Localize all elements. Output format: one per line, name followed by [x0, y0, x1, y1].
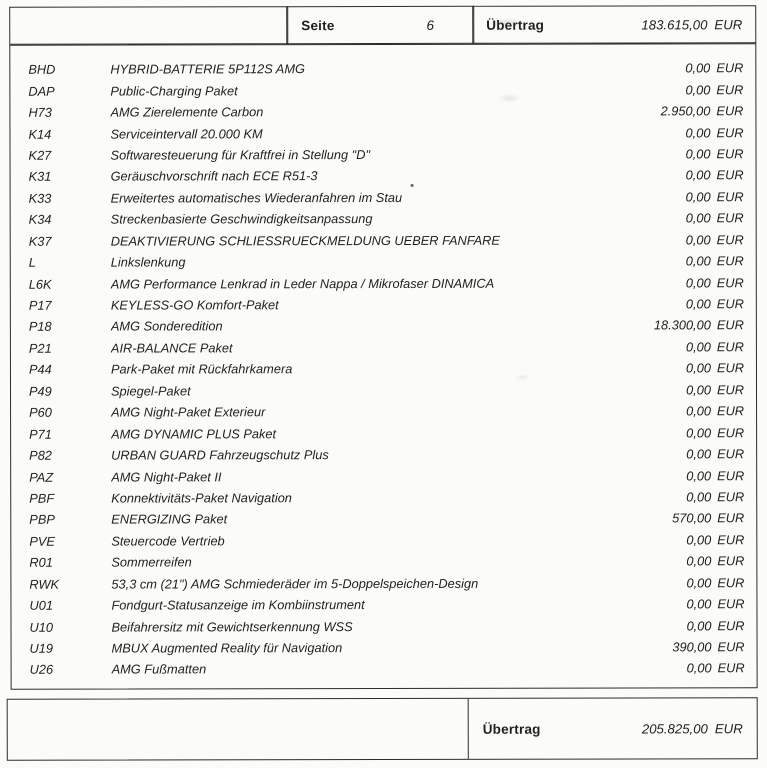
- option-description: 53,3 cm (21") AMG Schmiederäder im 5-Doppelspeichen-Design: [111, 575, 479, 592]
- option-code: K34: [28, 211, 52, 228]
- option-row: [29, 314, 744, 337]
- option-code: U26: [29, 662, 54, 678]
- option-code: H73: [28, 104, 52, 120]
- options-table: [9, 43, 757, 690]
- option-row: [29, 293, 744, 316]
- option-price-group: [686, 468, 744, 483]
- option-price: 0,00: [686, 446, 712, 462]
- option-code: P82: [29, 447, 52, 463]
- option-currency: EUR: [717, 403, 745, 419]
- option-description: AMG Fußmatten: [111, 661, 207, 678]
- option-currency: EUR: [717, 596, 745, 612]
- option-code: P44: [28, 362, 52, 378]
- option-price-group: [686, 403, 744, 418]
- option-row: [29, 400, 744, 423]
- footer-empty-cell: [8, 699, 468, 760]
- option-row: [29, 507, 744, 530]
- option-row: [29, 550, 744, 573]
- option-code: RWK: [29, 576, 60, 592]
- option-price-group: [687, 661, 745, 676]
- option-price: 0,00: [685, 232, 711, 248]
- option-description: Streckenbasierte Geschwindigkeitsanpassung: [110, 211, 373, 227]
- option-currency: EUR: [716, 231, 744, 248]
- option-description: AMG Night-Paket Exterieur: [111, 404, 266, 420]
- option-code: K37: [28, 233, 52, 249]
- option-price-group: [686, 489, 744, 504]
- option-description: AMG Performance Lenkrad in Leder Nappa / Mikrofaser DINAMICA: [110, 275, 495, 292]
- option-price-group: [686, 596, 744, 611]
- option-currency: EUR: [716, 124, 744, 140]
- option-code: U10: [29, 619, 54, 635]
- option-price: 0,00: [685, 60, 711, 76]
- footer-carryover-amount: [642, 721, 743, 736]
- option-description: Sommerreifen: [111, 554, 192, 570]
- option-row: [29, 379, 744, 402]
- option-currency: EUR: [716, 382, 745, 398]
- option-price: 570,00: [672, 510, 712, 526]
- option-code: P60: [29, 404, 52, 420]
- option-currency: EUR: [716, 81, 744, 97]
- option-code: DAP: [28, 83, 55, 99]
- header-carryover-currency: EUR: [714, 16, 743, 32]
- option-price-group: [686, 275, 744, 290]
- option-price: 0,00: [685, 339, 711, 355]
- option-currency: EUR: [717, 617, 745, 633]
- option-currency: EUR: [716, 210, 744, 226]
- header-carryover-cell: [472, 5, 756, 44]
- option-description: Konnektivitäts-Paket Navigation: [111, 490, 292, 506]
- footer-carryover-currency: EUR: [714, 720, 743, 736]
- option-currency: EUR: [717, 574, 745, 591]
- option-description: Erweitertes automatisches Wiederanfahren im Stau: [110, 189, 403, 206]
- option-code: K14: [28, 126, 52, 142]
- option-currency: EUR: [717, 424, 745, 440]
- option-price: 0,00: [685, 360, 711, 376]
- option-row: [29, 164, 744, 187]
- option-description: Fondgurt-Statusanzeige im Kombiinstrument: [111, 597, 365, 613]
- option-row: [29, 572, 744, 595]
- option-price-group: [686, 189, 744, 204]
- option-code: P17: [28, 297, 52, 313]
- option-price-group: [686, 168, 744, 183]
- option-description: AMG Sonderedition: [110, 318, 223, 335]
- option-currency: EUR: [716, 360, 744, 376]
- option-price: 0,00: [685, 253, 711, 269]
- option-price-group: [686, 554, 744, 569]
- option-price: 0,00: [686, 489, 712, 505]
- option-code: U19: [29, 640, 54, 656]
- option-price: 0,00: [685, 296, 711, 312]
- option-row: [29, 486, 744, 509]
- option-currency: EUR: [716, 339, 744, 355]
- option-price-group: [686, 425, 744, 440]
- option-row: [28, 143, 743, 166]
- option-currency: EUR: [716, 296, 744, 312]
- option-price-group: [685, 82, 743, 97]
- option-price: 0,00: [686, 596, 712, 612]
- header-empty-cell: [9, 6, 288, 45]
- option-price: 0,00: [686, 382, 711, 398]
- option-price: 0,00: [685, 274, 711, 290]
- option-currency: EUR: [717, 660, 745, 676]
- option-code: PVE: [29, 533, 55, 549]
- option-row: [29, 465, 744, 488]
- option-price: 0,00: [686, 403, 712, 419]
- option-row: [28, 79, 743, 102]
- option-code: K33: [28, 190, 52, 206]
- option-price-group: [687, 618, 745, 633]
- option-code: PAZ: [29, 469, 54, 485]
- option-row: [29, 529, 744, 552]
- option-description: HYBRID-BATTERIE 5P112S AMG: [110, 61, 305, 77]
- option-row: [30, 657, 745, 680]
- option-currency: EUR: [716, 60, 744, 76]
- option-price: 0,00: [685, 146, 711, 162]
- options-list: [28, 57, 744, 680]
- option-price: 0,00: [686, 553, 712, 569]
- option-price-group: [686, 446, 744, 461]
- option-row: [29, 615, 744, 638]
- option-price-group: [672, 639, 744, 654]
- option-price-group: [672, 511, 744, 526]
- option-description: URBAN GUARD Fahrzeugschutz Plus: [111, 447, 329, 463]
- option-price: 390,00: [672, 639, 712, 655]
- option-price: 0,00: [685, 210, 711, 226]
- option-row: [29, 357, 744, 380]
- option-row: [29, 186, 744, 209]
- option-price-group: [686, 575, 744, 590]
- option-description: Spiegel-Paket: [110, 383, 191, 399]
- option-price: 2.950,00: [660, 103, 711, 119]
- option-price: 0,00: [686, 424, 712, 441]
- option-description: Beifahrersitz mit Gewichtserkennung WSS: [111, 618, 353, 635]
- option-price-group: [686, 296, 744, 311]
- option-price: 18.300,00: [653, 317, 711, 333]
- option-description: Public-Charging Paket: [110, 82, 238, 99]
- option-description: AMG Night-Paket II: [111, 468, 222, 485]
- option-price-group: [661, 103, 744, 118]
- option-currency: EUR: [716, 189, 744, 205]
- option-row: [29, 207, 744, 230]
- option-row: [29, 250, 744, 273]
- option-currency: EUR: [717, 639, 745, 655]
- option-currency: EUR: [717, 489, 745, 505]
- option-price: 0,00: [686, 575, 712, 591]
- option-currency: EUR: [716, 253, 744, 269]
- option-price: 0,00: [685, 189, 711, 205]
- option-code: PBF: [29, 490, 55, 506]
- option-row: [29, 443, 744, 466]
- option-row: [28, 122, 743, 145]
- option-row: [29, 336, 744, 359]
- option-row: [29, 593, 744, 616]
- footer-carryover-cell: [468, 698, 757, 759]
- footer-carryover-label: Übertrag: [482, 721, 541, 737]
- option-currency: EUR: [716, 146, 744, 162]
- option-row: [29, 229, 744, 252]
- option-currency: EUR: [717, 446, 745, 462]
- option-description: KEYLESS-GO Komfort-Paket: [110, 297, 279, 313]
- option-code: P21: [28, 340, 52, 356]
- option-currency: EUR: [717, 532, 745, 548]
- option-price-group: [686, 125, 744, 140]
- option-code: U01: [29, 597, 53, 613]
- option-price-group: [686, 253, 744, 268]
- option-description: Park-Paket mit Rückfahrkamera: [110, 361, 293, 377]
- option-row: [29, 422, 744, 445]
- option-row: [28, 100, 743, 123]
- option-description: ENERGIZING Paket: [111, 511, 228, 527]
- option-price: 0,00: [686, 467, 712, 483]
- option-description: AIR-BALANCE Paket: [110, 340, 233, 356]
- option-currency: EUR: [716, 167, 744, 183]
- option-description: Steuercode Vertrieb: [111, 533, 225, 549]
- option-description: MBUX Augmented Reality für Navigation: [111, 640, 343, 656]
- option-description: Softwaresteuerung für Kraftfrei in Stellung "D": [110, 146, 371, 163]
- option-price-group: [686, 361, 744, 376]
- option-row: [29, 272, 744, 295]
- option-price: 0,00: [685, 167, 711, 183]
- option-currency: EUR: [717, 467, 745, 483]
- option-description: AMG DYNAMIC PLUS Paket: [111, 425, 277, 442]
- option-price: 0,00: [685, 124, 711, 140]
- option-currency: EUR: [716, 103, 744, 119]
- option-price-group: [654, 318, 744, 333]
- option-description: DEAKTIVIERUNG SCHLIESSRUECKMELDUNG UEBER FANFARE: [110, 232, 500, 249]
- option-currency: EUR: [717, 510, 745, 526]
- option-price-group: [686, 532, 744, 547]
- header-carryover-label: Übertrag: [486, 17, 545, 33]
- footer-carryover-row: [7, 697, 758, 761]
- option-code: K27: [28, 147, 52, 163]
- option-price: 0,00: [686, 617, 712, 633]
- option-code: L6K: [28, 276, 52, 292]
- option-code: P71: [29, 426, 52, 442]
- header-carryover-amount: [641, 17, 742, 32]
- option-code: R01: [29, 554, 53, 571]
- option-currency: EUR: [717, 553, 745, 569]
- option-currency: EUR: [716, 317, 744, 333]
- option-code: BHD: [28, 61, 56, 77]
- option-price: 0,00: [686, 660, 712, 676]
- option-price-group: [686, 232, 744, 247]
- header-page-cell: [286, 6, 474, 44]
- page-label: Seite: [301, 17, 335, 33]
- option-code: K31: [28, 169, 52, 185]
- option-price: 0,00: [685, 81, 711, 98]
- option-price-group: [685, 60, 743, 75]
- footer-carryover-value: 205.825,00: [641, 720, 708, 736]
- option-code: PBP: [29, 512, 55, 528]
- option-row: [28, 57, 743, 80]
- page-number: 6: [426, 17, 435, 33]
- option-price-group: [686, 339, 744, 354]
- option-description: Serviceintervall 20.000 KM: [110, 125, 263, 142]
- option-currency: EUR: [716, 274, 744, 290]
- option-row: [30, 636, 745, 659]
- option-description: Linkslenkung: [110, 254, 186, 270]
- option-code: P18: [28, 319, 52, 335]
- header-carryover-value: 183.615,00: [641, 16, 708, 32]
- option-code: L: [28, 254, 36, 270]
- option-price-group: [686, 211, 744, 226]
- option-price-group: [686, 382, 744, 397]
- option-price-group: [686, 146, 744, 161]
- option-description: AMG Zierelemente Carbon: [110, 104, 264, 120]
- option-price: 0,00: [686, 532, 712, 548]
- option-description: Geräuschvorschrift nach ECE R51-3: [110, 168, 318, 184]
- option-code: P49: [28, 383, 52, 399]
